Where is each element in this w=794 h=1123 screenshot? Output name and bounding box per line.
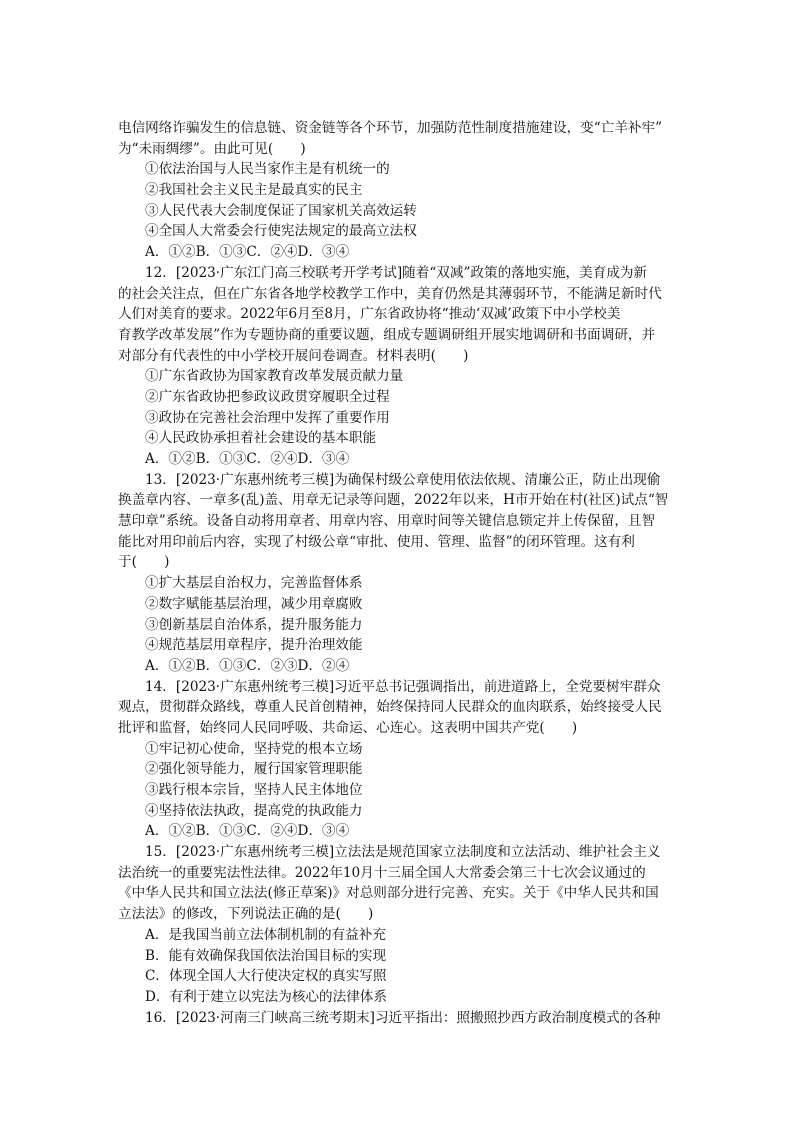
option-2: ②强化领导能力，履行国家管理职能: [145, 761, 363, 778]
option-4: ④坚持依法执政，提高党的执政能力: [145, 802, 363, 819]
question-text-line: 法治统一的重要宪法性法律。2022年10月十三届全国人大常委会第三十七次会议通过的: [118, 864, 646, 881]
option-c: C．体现全国人大行使决定权的真实写照: [145, 968, 387, 985]
question-text-line: 的社会关注点，但在广东省各地学校教学工作中，美育仍然是其薄弱环节，不能满足新时代: [118, 285, 662, 302]
question-text-line: 育教学改革发展”作为专题协商的重要议题，组成专题调研组开展实地调研和书面调研，并: [118, 326, 656, 343]
question-text-line: 15．[2023·广东惠州统考三模]立法法是规范国家立法制度和立法活动、维护社会主义: [145, 844, 661, 861]
option-1: ①依法治国与人民当家作主是有机统一的: [145, 161, 390, 178]
question-text-line: 14．[2023·广东惠州统考三模]习近平总书记强调指出，前进道路上，全党要树牢群众: [145, 678, 661, 695]
option-1: ①牢记初心使命，坚持党的根本立场: [145, 740, 363, 757]
answer-choices: A．①②B．①③C．②③D．②④: [145, 657, 350, 674]
question-text-line: 立法法》的修改，下列说法正确的是( ): [118, 906, 374, 923]
option-2: ②广东省政协把参政议政贯穿履职全过程: [145, 388, 390, 405]
option-3: ③创新基层自治体系，提升服务能力: [145, 616, 363, 633]
answer-choices: A．①②B．①③C．②④D．③④: [145, 244, 350, 261]
question-12: [118, 263, 678, 470]
answer-choices: A．①②B．①③C．②④D．③④: [145, 823, 350, 840]
option-d: D．有利于建立以宪法为核心的法律体系: [145, 988, 387, 1005]
option-1: ①扩大基层自治权力，完善监督体系: [145, 575, 363, 592]
question-text-line: 为“未雨绸缪”。由此可见( ): [118, 140, 306, 157]
question-16: [118, 1008, 678, 1029]
question-text-line: 能比对用印前后内容，实现了村级公章“审批、使用、管理、监督”的闭环管理。这有利: [118, 533, 635, 550]
question-text-line: 换盖章内容、一章多(乱)盖、用章无记录等问题，2022年以来，H市开始在村(社区)试点“智: [118, 492, 669, 509]
option-4: ④全国人大常委会行使宪法规定的最高立法权: [145, 223, 417, 240]
option-1: ①广东省政协为国家教育改革发展贡献力量: [145, 368, 404, 385]
question-text-line: 观点，贯彻群众路线，尊重人民首创精神，始终保持同人民群众的血肉联系，始终接受人民: [118, 699, 662, 716]
answer-choices: A．①②B．①③C．②④D．③④: [145, 451, 350, 467]
question-text-line: 对部分有代表性的中小学校开展问卷调查。材料表明( ): [118, 347, 469, 364]
question-text-line: 《中华人民共和国立法法(修正草案)》对总则部分进行完善、充实。关于《中华人民共和国: [118, 885, 659, 902]
question-text-line: 16．[2023·河南三门峡高三统考期末]习近平指出：照搬照抄西方政治制度模式的各种: [145, 1009, 661, 1026]
option-4: ④规范基层用章程序，提升治理效能: [145, 637, 363, 654]
question-text-line: 人们对美育的要求。2022年6月至8月，广东省政协将“推动‘双减’政策下中小学校美: [118, 306, 621, 323]
question-13: [118, 470, 678, 677]
option-2: ②数字赋能基层治理，减少用章腐败: [145, 595, 363, 612]
question-11: [118, 118, 678, 263]
question-text-line: 批评和监督，始终同人民同呼吸、共命运、心连心。这表明中国共产党( ): [118, 719, 578, 736]
question-text-line: 电信网络诈骗发生的信息链、资金链等各个环节，加强防范性制度措施建设，变“亡羊补牢”: [118, 120, 663, 136]
option-3: ③人民代表大会制度保证了国家机关高效运转: [145, 202, 417, 219]
question-text-line: 12．[2023·广东江门高三校联考开学考试]随着“双减”政策的落地实施，美育成为新: [145, 264, 648, 281]
option-a: A．是我国当前立法体制机制的有益补充: [145, 926, 386, 943]
option-2: ②我国社会主义民主是最真实的民主: [145, 182, 363, 199]
option-3: ③践行根本宗旨，坚持人民主体地位: [145, 782, 363, 798]
page-content: [118, 118, 678, 1028]
question-15: [118, 842, 678, 1008]
option-b: B．能有效确保我国依法治国目标的实现: [145, 947, 387, 964]
question-text-line: 慧印章”系统。设备自动将用章者、用章内容、用章时间等关键信息锁定并上传保留，且智: [118, 513, 656, 530]
option-3: ③政协在完善社会治理中发挥了重要作用: [145, 409, 390, 426]
question-14: [118, 677, 678, 843]
question-text-line: 于( ): [118, 554, 170, 571]
option-4: ④人民政协承担着社会建设的基本职能: [145, 430, 377, 447]
question-text-line: 13．[2023·广东惠州统考三模]为确保村级公章使用依法依规、清廉公正，防止出现偷: [145, 471, 661, 488]
